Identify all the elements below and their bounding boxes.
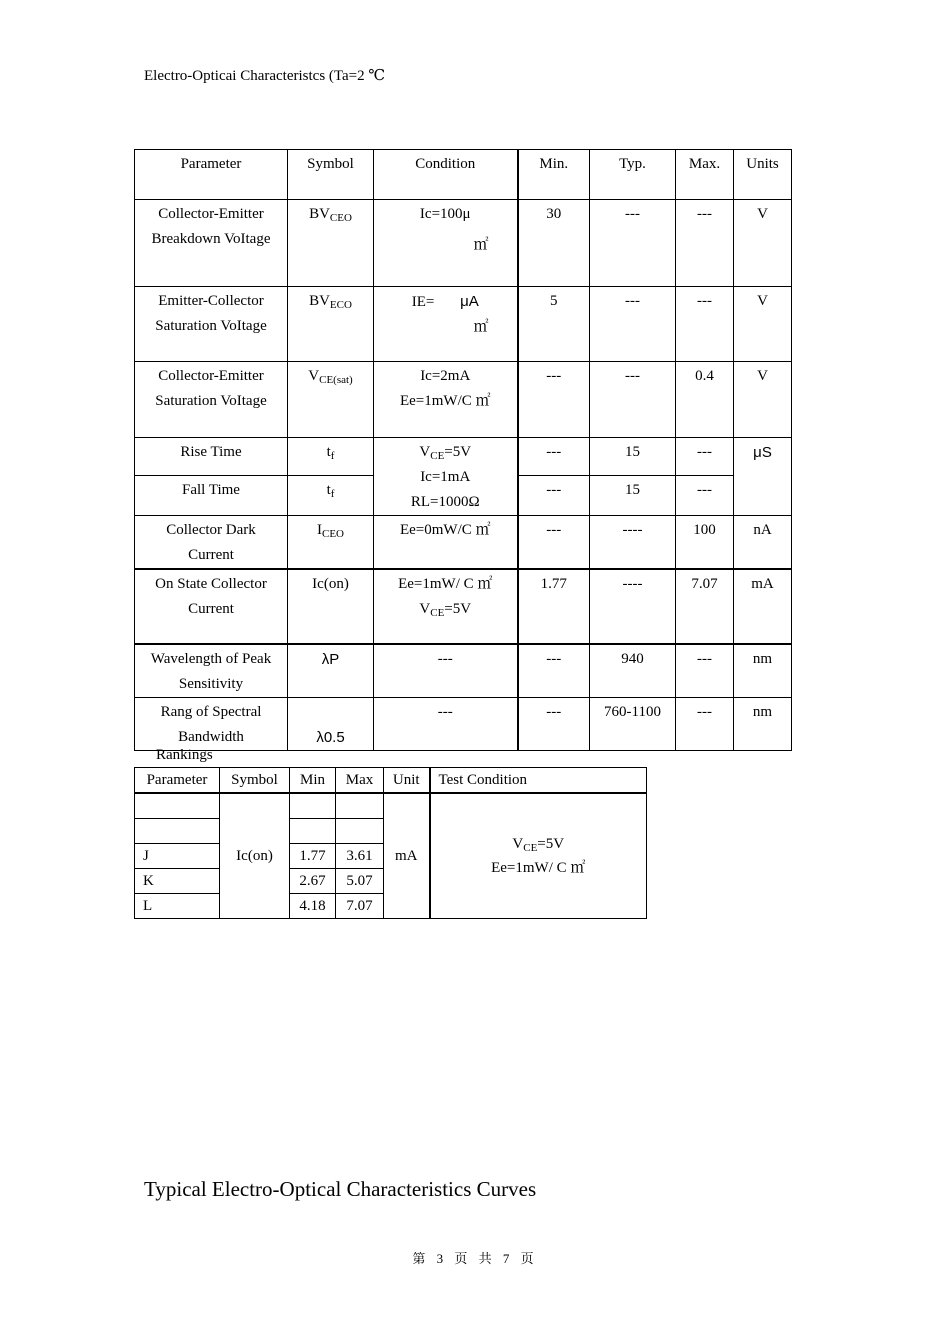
- condition-line: Ee=1mW/C ㎡: [399, 393, 491, 409]
- symbol-base: I: [317, 522, 322, 538]
- header-min: Min.: [518, 150, 590, 200]
- param-cell: [135, 569, 288, 644]
- condition-cell: ---: [374, 698, 518, 751]
- rank-header-symbol: Symbol: [220, 768, 290, 794]
- condition-cell: [374, 200, 518, 287]
- rank-header-min: Min: [290, 768, 336, 794]
- symbol-cell: λP: [288, 644, 374, 698]
- typ-cell: 15: [590, 438, 676, 476]
- max-cell: 0.4: [676, 362, 734, 438]
- header-symbol: Symbol: [288, 150, 374, 200]
- units-cell: V: [734, 200, 792, 287]
- max-cell: ---: [676, 698, 734, 751]
- rank-header-max: Max: [336, 768, 384, 794]
- param-line: Rang of Spectral: [160, 704, 262, 720]
- param-cell: [135, 362, 288, 438]
- param-line: Collector-Emitter: [158, 206, 264, 222]
- rank-max-cell: [336, 819, 384, 844]
- condition-cell: [374, 569, 518, 644]
- max-cell: ---: [676, 287, 734, 362]
- param-cell: [135, 644, 288, 698]
- condition-rest: =5V: [537, 836, 565, 852]
- section-heading: Typical Electro-Optical Characteristics Curves: [144, 1177, 537, 1201]
- symbol-cell: [288, 476, 374, 516]
- param-cell: Rise Time: [135, 438, 288, 476]
- rank-min-cell: [290, 793, 336, 819]
- rankings-header-row: [135, 768, 647, 794]
- symbol-base: BV: [309, 206, 330, 222]
- rankings-table: [134, 767, 647, 919]
- symbol-sub: f: [330, 488, 335, 501]
- typ-cell: ---: [590, 287, 676, 362]
- param-cell: Fall Time: [135, 476, 288, 516]
- min-cell: ---: [518, 362, 590, 438]
- rank-condition-cell: [430, 793, 647, 919]
- param-line: Current: [188, 601, 234, 617]
- characteristics-table: [134, 149, 792, 751]
- condition-sub: CE: [430, 607, 445, 619]
- symbol-cell: [288, 200, 374, 287]
- param-line: Saturation VoItage: [155, 318, 267, 334]
- condition-sub: CE: [523, 842, 538, 854]
- symbol-base: t: [326, 444, 331, 460]
- table-row: [135, 644, 792, 698]
- units-cell: nA: [734, 516, 792, 570]
- param-line: On State Collector: [155, 576, 267, 592]
- typ-cell: 15: [590, 476, 676, 516]
- symbol-sub: f: [330, 450, 335, 462]
- rank-param-cell: [135, 793, 220, 819]
- typ-cell: 760-1100: [590, 698, 676, 751]
- table-header-row: [135, 150, 792, 200]
- min-cell: ---: [518, 438, 590, 476]
- rankings-caption: Rankings: [156, 747, 213, 763]
- table-row: [135, 362, 792, 438]
- rank-min-cell: 4.18: [290, 894, 336, 919]
- units-cell: V: [734, 362, 792, 438]
- header-max: Max.: [676, 150, 734, 200]
- param-line: Current: [188, 547, 234, 563]
- symbol-sub: CEO: [322, 528, 344, 540]
- min-cell: 30: [518, 200, 590, 287]
- condition-line: Ee=1mW/ C ㎡: [398, 576, 493, 592]
- min-cell: ---: [518, 476, 590, 516]
- rank-min-cell: 1.77: [290, 844, 336, 869]
- condition-base: V: [419, 601, 431, 617]
- param-cell: [135, 516, 288, 570]
- max-cell: ---: [676, 438, 734, 476]
- condition-line: Ic=1mA: [420, 469, 471, 485]
- header-parameter: Parameter: [135, 150, 288, 200]
- symbol-cell: [288, 287, 374, 362]
- rank-param-cell: K: [135, 869, 220, 894]
- table-row: [135, 200, 792, 287]
- max-cell: 7.07: [676, 569, 734, 644]
- units-cell: nm: [734, 698, 792, 751]
- symbol-sub: CEO: [329, 212, 352, 224]
- condition-line: Ic=2mA: [420, 368, 471, 384]
- rank-header-unit: Unit: [384, 768, 430, 794]
- units-cell: nm: [734, 644, 792, 698]
- param-line: Bandwidth: [178, 729, 244, 745]
- param-line: Sensitivity: [178, 676, 244, 692]
- symbol-sub: CE(sat): [319, 374, 353, 386]
- condition-cell: [374, 287, 518, 362]
- param-cell: [135, 287, 288, 362]
- typ-cell: 940: [590, 644, 676, 698]
- typ-cell: ---: [590, 362, 676, 438]
- param-line: Breakdown VoItage: [151, 231, 271, 247]
- condition-line: ㎡: [473, 319, 489, 335]
- condition-line: Ic=100μ: [419, 206, 471, 222]
- max-cell: ---: [676, 476, 734, 516]
- table-row: [135, 287, 792, 362]
- units-cell: V: [734, 287, 792, 362]
- units-cell: μS: [734, 438, 792, 516]
- rank-param-cell: [135, 819, 220, 844]
- symbol-cell: λ0.5: [288, 698, 374, 751]
- param-line: Collector-Emitter: [158, 368, 264, 384]
- table-row: [135, 516, 792, 570]
- rank-symbol-cell: Ic(on): [220, 793, 290, 919]
- header-condition: Condition: [374, 150, 518, 200]
- table-row: [135, 438, 792, 476]
- param-line: Saturation VoItage: [155, 393, 267, 409]
- param-line: Emitter-Collector: [158, 293, 264, 309]
- rank-max-cell: 3.61: [336, 844, 384, 869]
- condition-line: Ee=1mW/ C ㎡: [491, 860, 586, 876]
- condition-cell: [374, 438, 518, 516]
- rank-min-cell: [290, 819, 336, 844]
- max-cell: 100: [676, 516, 734, 570]
- condition-unit: μA: [460, 293, 479, 310]
- param-cell: [135, 698, 288, 751]
- rank-max-cell: [336, 793, 384, 819]
- condition-rest: =5V: [444, 601, 472, 617]
- param-cell: [135, 200, 288, 287]
- condition-base: V: [512, 836, 524, 852]
- max-cell: ---: [676, 644, 734, 698]
- min-cell: ---: [518, 516, 590, 570]
- table-row: [135, 698, 792, 751]
- condition-cell: ---: [374, 644, 518, 698]
- rank-param-cell: J: [135, 844, 220, 869]
- rank-header-parameter: Parameter: [135, 768, 220, 794]
- symbol-base: V: [308, 368, 320, 384]
- table-row: [135, 569, 792, 644]
- page-footer: 第 3 页 共 7 页: [412, 1251, 538, 1266]
- condition-cell: Ee=0mW/C ㎡: [374, 516, 518, 570]
- condition-rest: =5V: [444, 444, 472, 460]
- param-line: Wavelength of Peak: [150, 651, 272, 667]
- typ-cell: ---: [590, 200, 676, 287]
- rank-unit-cell: mA: [384, 793, 430, 919]
- min-cell: ---: [518, 644, 590, 698]
- condition-line: RL=1000Ω: [410, 494, 480, 510]
- symbol-cell: [288, 438, 374, 476]
- units-cell: mA: [734, 569, 792, 644]
- page-title: Electro-Opticai Characteristcs (Ta=2 ℃: [144, 68, 386, 84]
- header-typ: Typ.: [590, 150, 676, 200]
- min-cell: 5: [518, 287, 590, 362]
- rank-min-cell: 2.67: [290, 869, 336, 894]
- symbol-sub: ECO: [329, 299, 352, 311]
- rank-max-cell: 7.07: [336, 894, 384, 919]
- rank-header-test-condition: Test Condition: [430, 768, 647, 794]
- condition-line: ㎡: [473, 237, 489, 253]
- rank-param-cell: L: [135, 894, 220, 919]
- max-cell: ---: [676, 200, 734, 287]
- condition-sub: CE: [430, 450, 445, 462]
- symbol-base: BV: [309, 293, 330, 309]
- symbol-cell: [288, 516, 374, 570]
- min-cell: ---: [518, 698, 590, 751]
- header-units: Units: [734, 150, 792, 200]
- symbol-cell: [288, 362, 374, 438]
- symbol-cell: Ic(on): [288, 569, 374, 644]
- symbol-base: t: [326, 482, 331, 499]
- min-cell: 1.77: [518, 569, 590, 644]
- rankings-row-empty: [135, 793, 647, 819]
- condition-base: V: [419, 444, 431, 460]
- typ-cell: ----: [590, 516, 676, 570]
- condition-cell: [374, 362, 518, 438]
- param-line: Collector Dark: [166, 522, 256, 538]
- condition-line: IE=: [411, 294, 435, 310]
- rank-max-cell: 5.07: [336, 869, 384, 894]
- typ-cell: ----: [590, 569, 676, 644]
